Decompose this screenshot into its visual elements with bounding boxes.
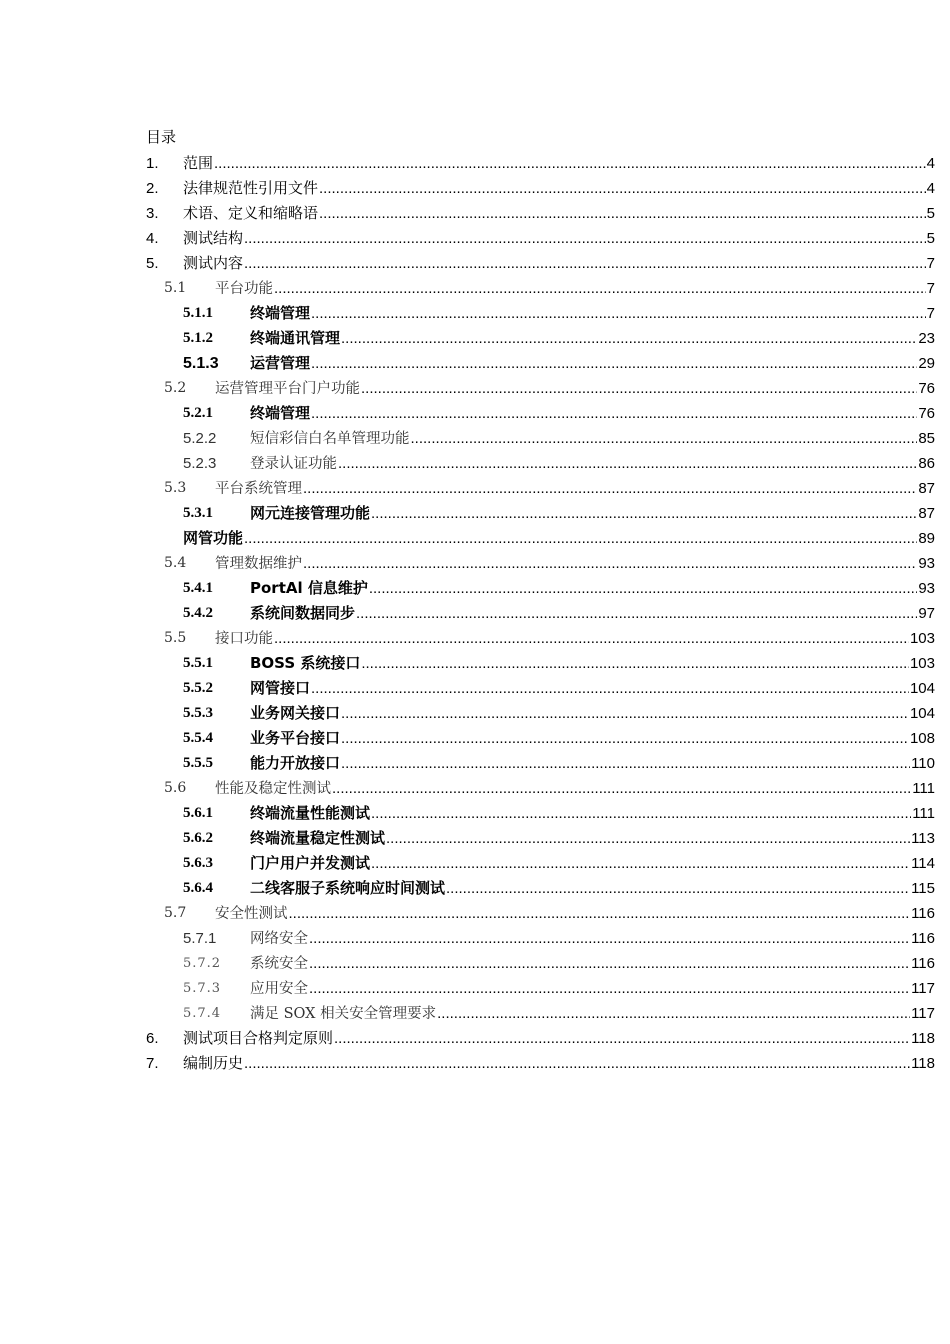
toc-entry-title: 终端管理 (250, 404, 311, 422)
toc-entry-number: 5.2 (164, 380, 187, 396)
toc-entry-title: 二线客服子系统响应时间测试 (250, 879, 446, 897)
toc-entry[interactable] (0, 926, 950, 951)
toc-entry-number: 5.3.1 (183, 505, 213, 521)
toc-entry-page: 111 (912, 780, 935, 797)
toc-entry-number: 5.7 (164, 905, 187, 921)
toc-entry[interactable] (0, 426, 950, 451)
toc-entry-page: 87 (918, 505, 935, 522)
toc-entry[interactable] (0, 301, 950, 326)
toc-entry-number: 5.5.5 (183, 755, 213, 771)
dot-leader (309, 976, 910, 1001)
toc-entry-number: 5.5.1 (183, 655, 213, 671)
toc-entry-page: 23 (918, 330, 935, 347)
toc-entry-title: 平台功能 (215, 281, 273, 297)
toc-entry-number: 5.5.4 (183, 730, 213, 746)
toc-entry-title: BOSS 系统接口 (250, 654, 361, 672)
toc-entry-page: 93 (918, 555, 935, 572)
toc-entry[interactable] (0, 726, 950, 751)
dot-leader (309, 951, 910, 976)
toc-entry-page: 4 (926, 180, 935, 197)
toc-entry-title: 门户用户并发测试 (250, 854, 371, 872)
dot-leader (289, 901, 911, 926)
dot-leader (386, 826, 910, 851)
toc-entry-page: 103 (909, 630, 935, 647)
toc-entry-title: 短信彩信白名单管理功能 (250, 431, 410, 447)
toc-entry-title: 法律规范性引用文件 (183, 179, 319, 197)
toc-entry[interactable] (0, 951, 950, 976)
toc-entry[interactable] (0, 801, 950, 826)
dot-leader (311, 401, 917, 426)
toc-entry-page: 7 (926, 305, 935, 322)
toc-entry-page: 111 (912, 805, 935, 822)
dot-leader (446, 876, 910, 901)
toc-entry-page: 97 (918, 605, 935, 622)
dot-leader (341, 701, 909, 726)
dot-leader (214, 151, 926, 176)
toc-entry-number: 5.6.4 (183, 880, 213, 896)
toc-entry-page: 117 (911, 1005, 935, 1022)
toc-entry-title: 测试内容 (183, 254, 244, 272)
dot-leader (361, 376, 917, 401)
toc-entry-page: 89 (918, 530, 935, 547)
toc-entry-number: 5. (146, 255, 159, 272)
toc-entry[interactable] (0, 401, 950, 426)
toc-entry-title: 网管功能 (183, 529, 244, 547)
toc-entry[interactable] (0, 201, 950, 226)
toc-entry-page: 76 (918, 380, 935, 397)
dot-leader (274, 626, 909, 651)
dot-leader (244, 1051, 910, 1076)
toc-entry-title: 性能及稳定性测试 (215, 781, 331, 797)
toc-entry-number: 5.2.3 (183, 455, 217, 472)
toc-entry-page: 108 (909, 730, 935, 747)
dot-leader (371, 501, 917, 526)
toc-entry-title: PortAl 信息维护 (250, 579, 368, 597)
toc-entry-page: 4 (926, 155, 935, 172)
toc-entry-title: 应用安全 (250, 981, 308, 997)
toc-entry-title: 终端流量稳定性测试 (250, 829, 386, 847)
toc-entry-title: 网元连接管理功能 (250, 504, 371, 522)
dot-leader (303, 476, 917, 501)
dot-leader (437, 1001, 910, 1026)
toc-entry-number: 5.6.1 (183, 805, 213, 821)
table-of-contents (0, 151, 950, 1076)
toc-entry-number: 5.5.3 (183, 705, 213, 721)
toc-entry[interactable] (0, 1026, 950, 1051)
toc-entry[interactable] (0, 826, 950, 851)
toc-entry[interactable] (0, 151, 950, 176)
toc-entry[interactable] (0, 576, 950, 601)
toc-entry-number: 5.5 (164, 630, 187, 646)
toc-entry-number: 5.1.1 (183, 305, 213, 321)
toc-entry-number: 1. (146, 155, 159, 172)
dot-leader (309, 926, 910, 951)
toc-title: 目录 (146, 128, 177, 146)
toc-entry-page: 104 (909, 705, 935, 722)
toc-entry-title: 终端通讯管理 (250, 329, 341, 347)
toc-entry[interactable] (0, 451, 950, 476)
dot-leader (244, 251, 926, 276)
toc-entry-page: 116 (911, 955, 935, 972)
toc-entry[interactable] (0, 326, 950, 351)
toc-entry-number: 2. (146, 180, 159, 197)
toc-entry-number: 5.7.3 (183, 981, 222, 996)
dot-leader (371, 801, 911, 826)
toc-entry-title: 测试项目合格判定原则 (183, 1029, 334, 1047)
toc-entry-title: 能力开放接口 (250, 754, 341, 772)
toc-entry-page: 7 (926, 255, 935, 272)
toc-entry[interactable] (0, 501, 950, 526)
toc-entry-page: 118 (911, 1055, 935, 1072)
toc-entry-number: 5.7.2 (183, 956, 222, 971)
toc-entry-page: 86 (918, 455, 935, 472)
toc-entry-number: 5.6.3 (183, 855, 213, 871)
dot-leader (356, 601, 917, 626)
toc-entry[interactable] (0, 776, 950, 801)
toc-entry[interactable] (0, 601, 950, 626)
toc-entry[interactable] (0, 751, 950, 776)
toc-entry-page: 5 (926, 205, 935, 222)
toc-entry-page: 7 (926, 280, 935, 297)
toc-entry[interactable] (0, 226, 950, 251)
dot-leader (341, 726, 909, 751)
toc-entry-page: 113 (911, 830, 935, 847)
toc-entry-number: 5.4.1 (183, 580, 213, 596)
toc-entry-page: 29 (918, 355, 935, 372)
toc-entry[interactable] (0, 701, 950, 726)
dot-leader (411, 426, 918, 451)
toc-entry[interactable] (0, 876, 950, 901)
toc-entry-title: 业务平台接口 (250, 729, 341, 747)
toc-entry-page: 85 (918, 430, 935, 447)
toc-entry-page: 115 (911, 880, 935, 897)
toc-entry[interactable] (0, 476, 950, 501)
dot-leader (341, 751, 910, 776)
dot-leader (369, 576, 917, 601)
toc-entry[interactable] (0, 276, 950, 301)
toc-entry[interactable] (0, 526, 950, 551)
toc-entry-title: 满足 SOX 相关安全管理要求 (250, 1006, 437, 1022)
toc-entry-title: 系统安全 (250, 956, 308, 972)
toc-entry-title: 运营管理 (250, 354, 311, 372)
toc-entry-title: 业务网关接口 (250, 704, 341, 722)
toc-entry-number: 5.2.2 (183, 430, 217, 447)
toc-entry-title: 测试结构 (183, 229, 244, 247)
toc-entry-number: 5.3 (164, 480, 187, 496)
toc-entry-title: 范围 (183, 154, 214, 172)
toc-entry-page: 104 (909, 680, 935, 697)
dot-leader (361, 651, 909, 676)
toc-entry-page: 110 (911, 755, 935, 772)
toc-entry-title: 编制历史 (183, 1054, 244, 1072)
toc-entry-number: 5.5.2 (183, 680, 213, 696)
toc-entry-title: 术语、定义和缩略语 (183, 204, 319, 222)
toc-entry-number: 5.4 (164, 555, 187, 571)
toc-entry-number: 5.1.3 (183, 355, 219, 372)
toc-entry[interactable] (0, 976, 950, 1001)
toc-entry-page: 116 (911, 905, 935, 922)
toc-entry[interactable] (0, 676, 950, 701)
toc-entry-title: 系统间数据同步 (250, 604, 356, 622)
toc-entry-number: 7. (146, 1055, 159, 1072)
toc-entry-title: 网络安全 (250, 931, 308, 947)
toc-entry-title: 运营管理平台门户功能 (215, 381, 360, 397)
toc-entry-number: 4. (146, 230, 159, 247)
dot-leader (319, 201, 926, 226)
toc-entry-page: 117 (911, 980, 935, 997)
toc-entry-page: 114 (911, 855, 935, 872)
dot-leader (319, 176, 926, 201)
toc-entry[interactable] (0, 851, 950, 876)
toc-entry-title: 管理数据维护 (215, 556, 302, 572)
dot-leader (311, 301, 926, 326)
toc-entry[interactable] (0, 1051, 950, 1076)
toc-entry[interactable] (0, 651, 950, 676)
toc-entry-title: 终端流量性能测试 (250, 804, 371, 822)
dot-leader (338, 451, 917, 476)
dot-leader (311, 676, 909, 701)
toc-entry[interactable] (0, 551, 950, 576)
toc-entry-page: 118 (911, 1030, 935, 1047)
toc-entry-page: 93 (918, 580, 935, 597)
toc-entry-number: 5.1.2 (183, 330, 213, 346)
toc-entry[interactable] (0, 176, 950, 201)
dot-leader (371, 851, 910, 876)
dot-leader (341, 326, 917, 351)
toc-entry-number: 5.6 (164, 780, 187, 796)
toc-entry[interactable] (0, 1001, 950, 1026)
dot-leader (274, 276, 926, 301)
toc-entry-number: 5.7.1 (183, 930, 217, 947)
toc-entry-page: 87 (918, 480, 935, 497)
toc-entry-page: 103 (909, 655, 935, 672)
toc-entry-number: 5.7.4 (183, 1006, 222, 1021)
toc-entry-page: 116 (911, 930, 935, 947)
toc-entry-title: 登录认证功能 (250, 456, 337, 472)
toc-entry-number: 5.2.1 (183, 405, 213, 421)
toc-entry-number: 6. (146, 1030, 159, 1047)
toc-entry[interactable] (0, 901, 950, 926)
toc-entry-title: 平台系统管理 (215, 481, 302, 497)
dot-leader (303, 551, 917, 576)
toc-entry[interactable] (0, 351, 950, 376)
toc-entry-title: 安全性测试 (215, 906, 288, 922)
dot-leader (244, 526, 917, 551)
toc-entry-number: 3. (146, 205, 159, 222)
dot-leader (311, 351, 917, 376)
dot-leader (244, 226, 926, 251)
toc-entry-page: 5 (926, 230, 935, 247)
toc-entry[interactable] (0, 376, 950, 401)
toc-entry-number: 5.1 (164, 280, 187, 296)
toc-entry-number: 5.6.2 (183, 830, 213, 846)
toc-entry-title: 接口功能 (215, 631, 273, 647)
toc-entry-page: 76 (918, 405, 935, 422)
toc-entry[interactable] (0, 626, 950, 651)
toc-entry[interactable] (0, 251, 950, 276)
toc-entry-title: 网管接口 (250, 679, 311, 697)
toc-entry-title: 终端管理 (250, 304, 311, 322)
toc-entry-number: 5.4.2 (183, 605, 213, 621)
dot-leader (332, 776, 911, 801)
dot-leader (334, 1026, 910, 1051)
